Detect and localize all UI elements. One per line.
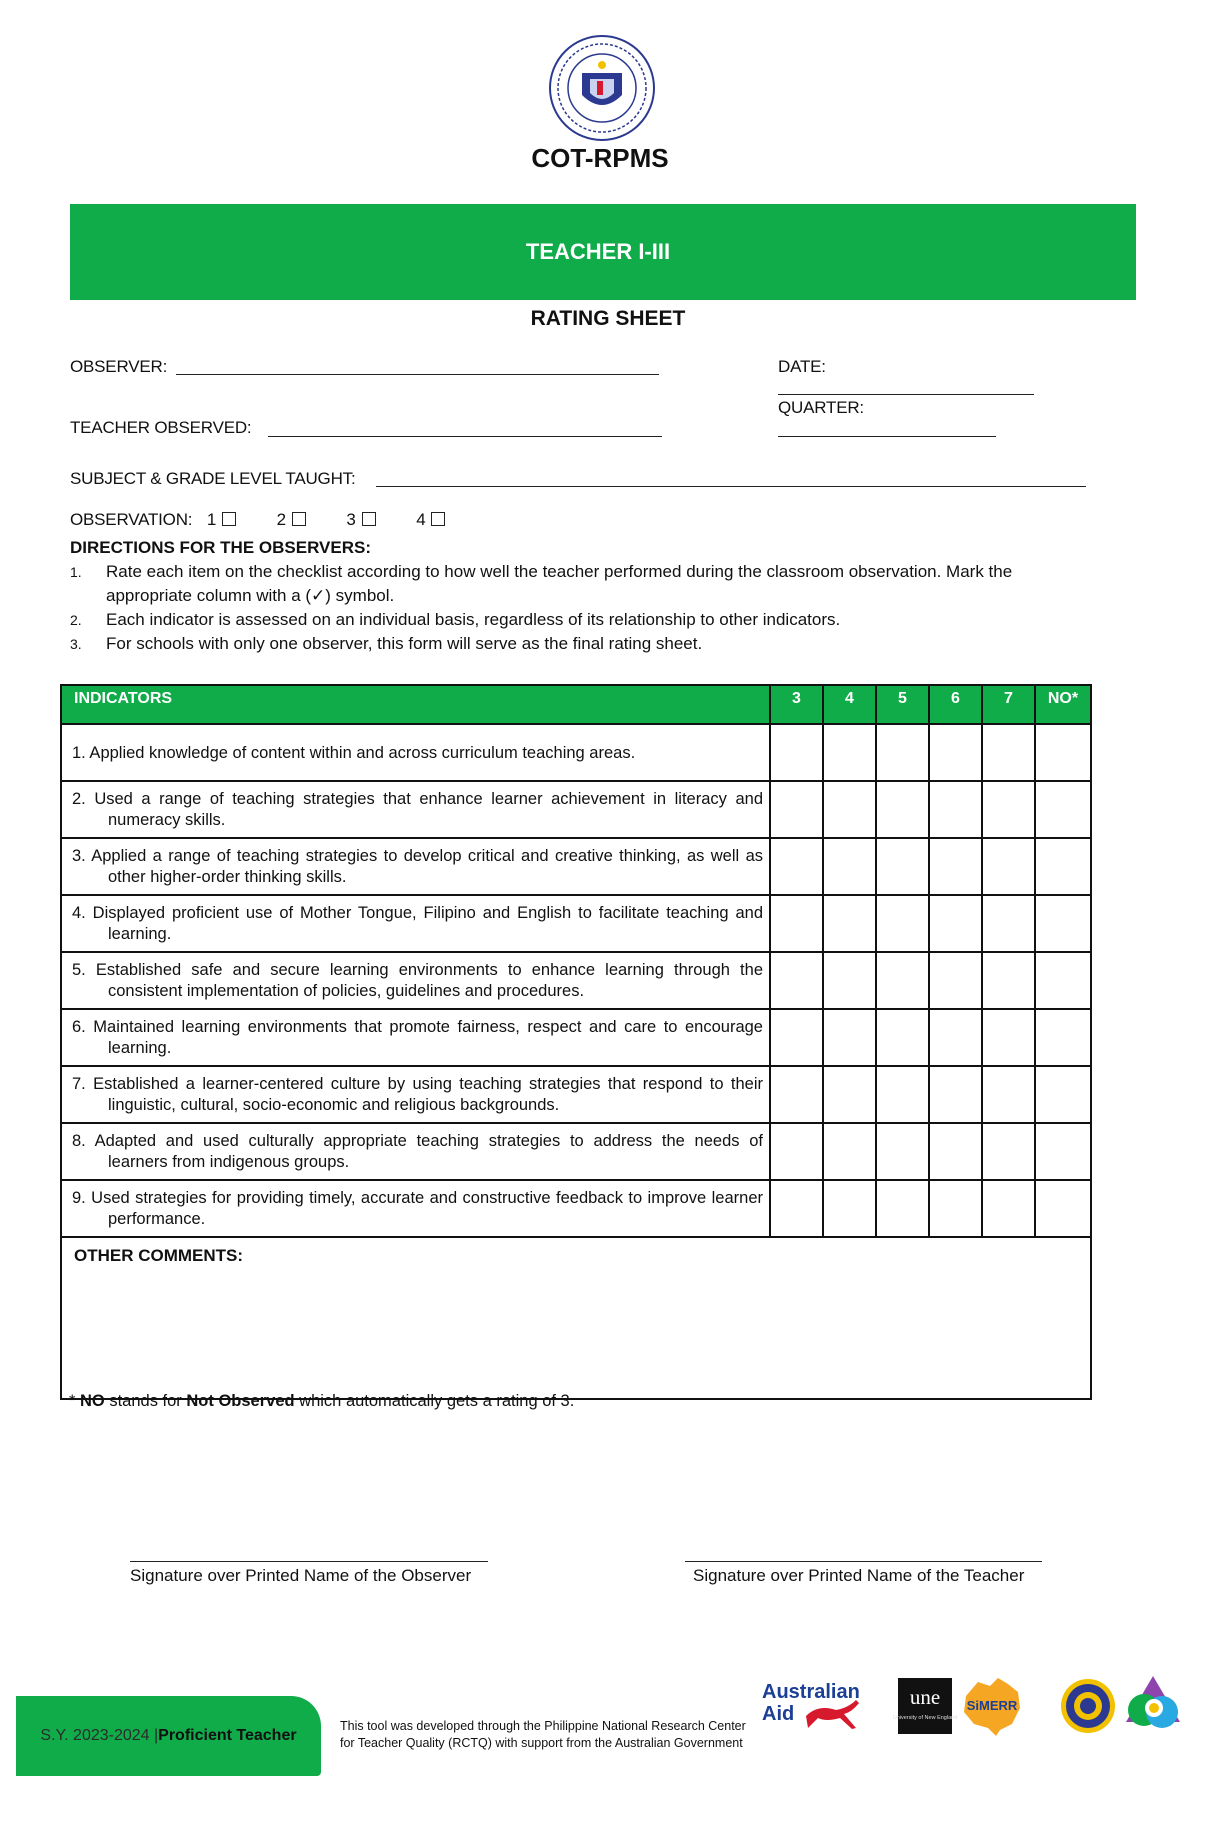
rating-cell-7[interactable] [982, 781, 1035, 838]
rating-cell-6[interactable] [929, 1066, 982, 1123]
rating-cell-3[interactable] [770, 1180, 823, 1237]
direction-number: 2. [70, 612, 82, 628]
indicator-text [61, 1066, 770, 1123]
observation-option-4-label: 4 [416, 510, 426, 529]
rating-cell-6[interactable] [929, 724, 982, 781]
rating-cell-5[interactable] [876, 952, 929, 1009]
footnote-not-observed: Not Observed [186, 1392, 295, 1410]
column-header-3: 3 [770, 685, 823, 724]
observation-option-2-label: 2 [276, 510, 286, 529]
footnote-star: * [69, 1392, 81, 1410]
rating-cell-no[interactable] [1035, 1180, 1091, 1237]
rating-cell-6[interactable] [929, 1009, 982, 1066]
table-row [61, 838, 1091, 895]
rating-cell-3[interactable] [770, 781, 823, 838]
direction-text: Each indicator is assessed on an individual basis, regardless of its relationship to other indicators. [106, 610, 841, 629]
teacher-level-text: Proficient Teacher [158, 1727, 297, 1744]
school-year-text: S.Y. 2023-2024 | [40, 1727, 159, 1744]
quarter-field[interactable] [778, 436, 996, 437]
teacher-observed-label: TEACHER OBSERVED: [70, 418, 252, 437]
rating-cell-no[interactable] [1035, 838, 1091, 895]
rating-cell-no[interactable] [1035, 1066, 1091, 1123]
rating-cell-6[interactable] [929, 952, 982, 1009]
rating-cell-7[interactable] [982, 952, 1035, 1009]
observation-option-3[interactable] [346, 510, 375, 530]
band-title: TEACHER I-III [525, 239, 671, 264]
footnote-mid: stands for [104, 1392, 187, 1410]
indicator-label: 3. Applied a range of teaching strategies to develop critical and creative thinking, as well as other higher-order thinking skills. [72, 847, 763, 886]
rating-cell-no[interactable] [1035, 1009, 1091, 1066]
observer-field[interactable] [176, 374, 659, 375]
teacher-signature-label: Signature over Printed Name of the Teacher [693, 1566, 1025, 1585]
other-comments-label: OTHER COMMENTS: [74, 1246, 244, 1265]
indicator-text [61, 952, 770, 1009]
rating-cell-6[interactable] [929, 781, 982, 838]
observation-option-4[interactable] [416, 510, 445, 530]
rating-cell-4[interactable] [823, 1009, 876, 1066]
quarter-label: QUARTER: [778, 398, 864, 417]
footnote-tail: which automatically gets a rating of 3. [294, 1392, 575, 1410]
rating-cell-3[interactable] [770, 1123, 823, 1180]
checkbox-2[interactable] [292, 512, 306, 526]
indicators-header: INDICATORS [61, 685, 770, 724]
footnote [69, 1392, 574, 1411]
school-year-badge [16, 1696, 321, 1776]
teacher-signature-line[interactable] [685, 1561, 1042, 1562]
indicator-label: 1. Applied knowledge of content within and across curriculum teaching areas. [72, 743, 636, 762]
rating-cell-3[interactable] [770, 952, 823, 1009]
table-header-row [61, 685, 1091, 724]
rating-cell-4[interactable] [823, 895, 876, 952]
table-row [61, 895, 1091, 952]
rating-cell-6[interactable] [929, 895, 982, 952]
column-header-no: NO* [1035, 685, 1091, 724]
credit-text: This tool was developed through the Philippine National Research Center for Teacher Quality (RCTQ) with support from the Australian Government [340, 1719, 746, 1750]
checkbox-4[interactable] [431, 512, 445, 526]
rating-cell-7[interactable] [982, 1180, 1035, 1237]
comments-row [61, 1237, 1091, 1399]
direction-number: 3. [70, 636, 82, 652]
indicator-text [61, 895, 770, 952]
table-row [61, 781, 1091, 838]
australian-aid-logo [760, 1678, 878, 1734]
simerr-logo [960, 1674, 1026, 1738]
checkbox-1[interactable] [222, 512, 236, 526]
rating-cell-4[interactable] [823, 1066, 876, 1123]
table-row [61, 1180, 1091, 1237]
svg-text:SiMERR: SiMERR [966, 1698, 1018, 1713]
observer-signature-label: Signature over Printed Name of the Observer [130, 1566, 472, 1585]
title-band [70, 204, 1136, 300]
date-field[interactable] [778, 394, 1034, 395]
rating-cell-5[interactable] [876, 724, 929, 781]
rating-cell-6[interactable] [929, 838, 982, 895]
direction-number: 1. [70, 564, 82, 580]
indicators-table [60, 684, 1092, 1400]
rating-cell-7[interactable] [982, 1123, 1035, 1180]
rating-cell-7[interactable] [982, 1009, 1035, 1066]
rating-cell-6[interactable] [929, 1180, 982, 1237]
direction-item [70, 632, 1070, 656]
column-header-7: 7 [982, 685, 1035, 724]
rating-cell-no[interactable] [1035, 724, 1091, 781]
rating-cell-3[interactable] [770, 724, 823, 781]
rating-cell-5[interactable] [876, 838, 929, 895]
direction-item [70, 560, 1070, 608]
rating-cell-6[interactable] [929, 1123, 982, 1180]
university-seal-logo [1060, 1678, 1116, 1734]
direction-text: Rate each item on the checklist according to how well the teacher performed during the classroom observation. Mark the appropriate column with a (✓) symbol. [106, 562, 1013, 605]
rating-cell-7[interactable] [982, 895, 1035, 952]
rating-cell-4[interactable] [823, 1123, 876, 1180]
indicator-text [61, 724, 770, 781]
table-row [61, 952, 1091, 1009]
rating-cell-5[interactable] [876, 1066, 929, 1123]
rating-cell-7[interactable] [982, 724, 1035, 781]
observation-option-3-label: 3 [346, 510, 356, 529]
rating-cell-5[interactable] [876, 1180, 929, 1237]
indicator-label: 9. Used strategies for providing timely, accurate and constructive feedback to improve learner performance. [72, 1189, 763, 1228]
observer-signature-line[interactable] [130, 1561, 488, 1562]
rating-cell-7[interactable] [982, 1066, 1035, 1123]
rating-cell-no[interactable] [1035, 1123, 1091, 1180]
indicator-text [61, 1180, 770, 1237]
document-title: COT-RPMS [531, 143, 669, 173]
footnote-no: NO [80, 1392, 105, 1410]
rating-cell-5[interactable] [876, 1009, 929, 1066]
rating-sheet-subtitle: RATING SHEET [530, 307, 686, 330]
indicator-text [61, 838, 770, 895]
table-row [61, 1009, 1091, 1066]
rating-cell-4[interactable] [823, 952, 876, 1009]
rating-cell-7[interactable] [982, 838, 1035, 895]
rctq-logo [1122, 1674, 1184, 1734]
checkbox-3[interactable] [362, 512, 376, 526]
rating-cell-5[interactable] [876, 1123, 929, 1180]
observation-option-1[interactable] [207, 510, 236, 530]
rating-cell-3[interactable] [770, 1066, 823, 1123]
direction-text: For schools with only one observer, this form will serve as the final rating sheet. [106, 634, 703, 653]
subject-grade-label: SUBJECT & GRADE LEVEL TAUGHT: [70, 469, 356, 488]
indicator-label: 5. Established safe and secure learning environments to enhance learning through the consistent implementation of policies, guidelines and procedures. [72, 961, 763, 1000]
rating-cell-3[interactable] [770, 895, 823, 952]
svg-text:Australian: Australian [762, 1681, 860, 1703]
rating-cell-4[interactable] [823, 838, 876, 895]
rating-cell-3[interactable] [770, 838, 823, 895]
date-label: DATE: [778, 357, 826, 376]
column-header-4: 4 [823, 685, 876, 724]
rating-cell-no[interactable] [1035, 952, 1091, 1009]
rating-cell-5[interactable] [876, 781, 929, 838]
indicator-text [61, 1009, 770, 1066]
rating-cell-no[interactable] [1035, 895, 1091, 952]
table-row [61, 724, 1091, 781]
indicator-label: 4. Displayed proficient use of Mother Tongue, Filipino and English to facilitate teaching and learning. [72, 904, 763, 943]
table-row [61, 1123, 1091, 1180]
svg-text:une: une [909, 1685, 941, 1709]
une-logo [892, 1678, 958, 1734]
indicator-label: 2. Used a range of teaching strategies that enhance learner achievement in literacy and numeracy skills. [72, 790, 763, 829]
other-comments-box[interactable] [61, 1237, 1091, 1399]
directions-heading: DIRECTIONS FOR THE OBSERVERS: [70, 538, 371, 557]
observation-label: OBSERVATION: [70, 510, 193, 529]
indicator-label: 8. Adapted and used culturally appropriate teaching strategies to address the needs of learners from indigenous groups. [72, 1132, 763, 1171]
rating-cell-no[interactable] [1035, 781, 1091, 838]
teacher-observed-field[interactable] [268, 436, 662, 437]
observation-option-2[interactable] [277, 510, 306, 530]
svg-text:University of New England: University of New England [892, 1715, 958, 1721]
rating-cell-5[interactable] [876, 895, 929, 952]
indicator-label: 6. Maintained learning environments that promote fairness, respect and care to encourage learning. [72, 1018, 763, 1057]
observer-label: OBSERVER: [70, 357, 168, 376]
indicator-label: 7. Established a learner-centered culture by using teaching strategies that respond to their linguistic, cultural, socio-economic and religious backgrounds. [72, 1075, 763, 1114]
indicator-text [61, 1123, 770, 1180]
direction-item [70, 608, 1070, 632]
rating-cell-4[interactable] [823, 781, 876, 838]
observation-row [70, 510, 445, 530]
indicator-text [61, 781, 770, 838]
rating-cell-3[interactable] [770, 1009, 823, 1066]
directions-list [70, 560, 1070, 656]
table-row [61, 1066, 1091, 1123]
rating-cell-4[interactable] [823, 1180, 876, 1237]
subject-grade-field[interactable] [376, 486, 1086, 487]
column-header-6: 6 [929, 685, 982, 724]
svg-text:Aid: Aid [762, 1703, 795, 1725]
column-header-5: 5 [876, 685, 929, 724]
deped-seal-logo [547, 33, 657, 143]
observation-option-1-label: 1 [206, 510, 217, 529]
rating-cell-4[interactable] [823, 724, 876, 781]
